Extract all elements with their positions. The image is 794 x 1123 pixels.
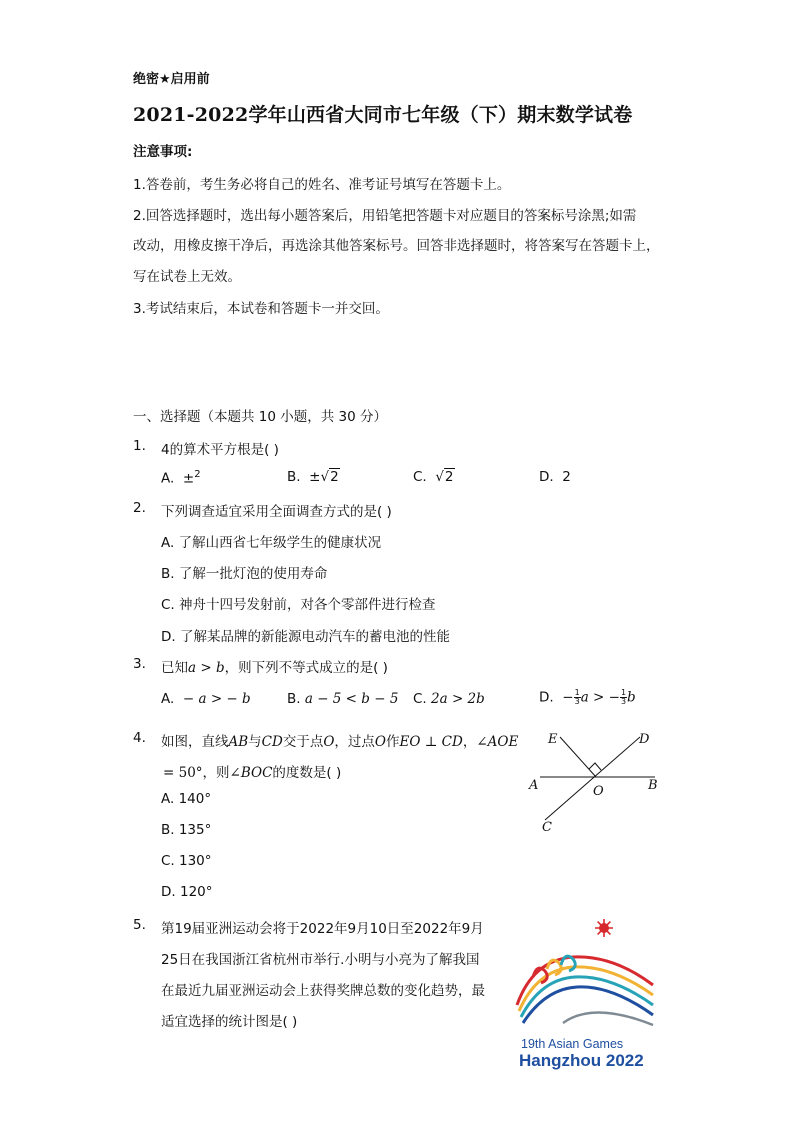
option-d: D. − $\frac{1}{3}$ a > − $\frac{1}{3}$ b <box>539 688 636 706</box>
label-a: A <box>529 778 539 793</box>
right-angle-mark <box>589 763 601 770</box>
question-text: 第19届亚洲运动会将于2022年9月10日至2022年9月 <box>161 921 484 937</box>
section-heading: 一、选择题（本题共 10 小题，共 30 分） <box>133 409 388 425</box>
option-a: A. 了解山西省七年级学生的健康状况 <box>161 535 382 551</box>
option-d: D. 了解某品牌的新能源电动汽车的蓄电池的性能 <box>161 629 450 645</box>
geometry-figure <box>520 725 670 840</box>
option-b: B. 135° <box>161 822 212 838</box>
question-text: = 50°，则∠BOC的度数是( ) <box>163 765 342 781</box>
sun-emblem <box>595 919 613 937</box>
question-number: 1. <box>133 438 146 454</box>
option-c: C. √2 <box>413 469 454 485</box>
exam-title: 2021-2022学年山西省大同市七年级（下）期末数学试卷 <box>133 104 633 126</box>
logo-graphic <box>503 915 668 1040</box>
notice-line: 1.答卷前，考生务必将自己的姓名、准考证号填写在答题卡上。 <box>133 177 511 193</box>
label-d: D <box>639 732 650 747</box>
notice-line: 改动，用橡皮擦干净后，再选涂其他答案标号。回答非选择题时，将答案写在答题卡上， <box>133 238 660 254</box>
question-text: 已知a > b，则下列不等式成立的是( ) <box>161 660 388 676</box>
question-text: 下列调查适宜采用全面调查方式的是( ) <box>161 504 392 520</box>
question-number: 4. <box>133 730 146 746</box>
option-c: C. 130° <box>161 853 212 869</box>
option-a: A. − a > − b <box>161 691 251 707</box>
option-a: A. ±$^2$ <box>161 469 201 487</box>
logo-subtitle: 19th Asian Games <box>521 1037 624 1051</box>
label-b: B <box>648 778 658 793</box>
notice-line: 3.考试结束后，本试卷和答题卡一并交回。 <box>133 301 389 317</box>
fraction: $\frac{1}{3}$ <box>574 688 580 706</box>
asian-games-logo <box>503 915 668 1075</box>
question-number: 2. <box>133 500 146 516</box>
notice-line: 2.回答选择题时，选出每小题答案后，用铅笔把答题卡对应题目的答案标号涂黑;如需 <box>133 208 637 224</box>
option-d: D. 2 <box>539 469 571 485</box>
question-text: 如图，直线AB与CD交于点O，过点O作EO ⊥ CD，∠AOE <box>161 734 519 750</box>
question-number: 5. <box>133 917 146 933</box>
option-c: C. 2a > 2b <box>413 691 485 707</box>
notice-line: 写在试卷上无效。 <box>133 269 241 285</box>
question-number: 3. <box>133 656 146 672</box>
notice-heading: 注意事项: <box>133 144 193 160</box>
option-c: C. 神舟十四号发射前，对各个零部件进行检查 <box>161 597 436 613</box>
option-b: B. 了解一批灯泡的使用寿命 <box>161 566 328 582</box>
option-a: A. 140° <box>161 791 212 807</box>
label-e: E <box>548 732 558 747</box>
line-eo <box>560 737 596 777</box>
logo-title: Hangzhou 2022 <box>519 1051 644 1070</box>
option-d: D. 120° <box>161 884 213 900</box>
secret-mark: 绝密★启用前 <box>133 72 210 87</box>
label-c: C <box>542 820 552 835</box>
question-text: 25日在我国浙江省杭州市举行.小明与小亮为了解我国 <box>161 952 480 968</box>
option-b: B. a − 5 < b − 5 <box>287 691 399 707</box>
fraction: $\frac{1}{3}$ <box>620 688 627 706</box>
line-cd <box>545 737 640 820</box>
question-text: 4的算术平方根是( ) <box>161 442 279 458</box>
option-b: B. ±√2 <box>287 469 339 485</box>
question-text: 适宜选择的统计图是( ) <box>161 1014 298 1030</box>
label-o: O <box>593 784 604 799</box>
question-text: 在最近九届亚洲运动会上获得奖牌总数的变化趋势，最 <box>161 983 485 999</box>
